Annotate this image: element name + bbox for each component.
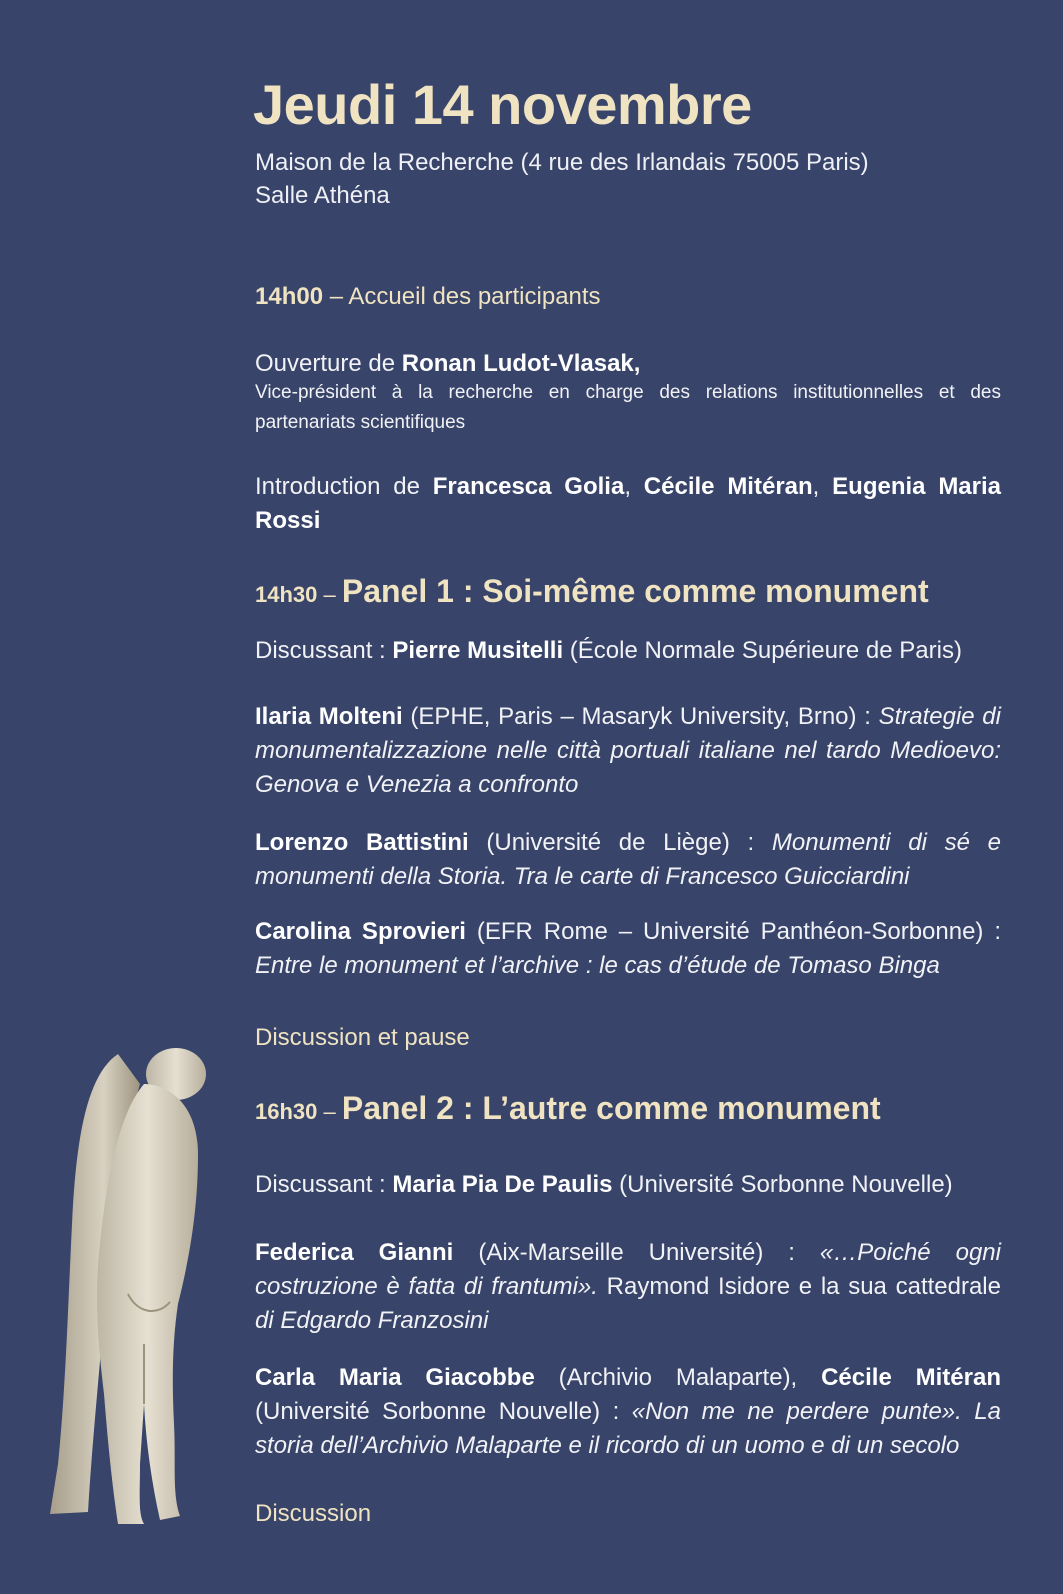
- panel2-discussant-label: Discussant :: [255, 1171, 393, 1198]
- talk-speaker-2: Cécile Mitéran: [821, 1364, 1001, 1391]
- talk-affiliation: (EFR Rome – Université Panthéon-Sorbonne) :: [465, 918, 1001, 945]
- panel2-time: 16h30: [255, 1099, 318, 1124]
- talk-title: «Non me ne perdere punte». La storia dell’Archivio Malaparte e il ricordo di un uomo e di un secolo: [255, 1398, 1001, 1459]
- talk-speaker: Carolina Sprovieri: [255, 918, 466, 945]
- panel1-discussant-affil: (École Normale Supérieure de Paris): [563, 637, 962, 664]
- panel2-dash: –: [317, 1099, 342, 1124]
- welcome-sep: –: [323, 283, 349, 310]
- venue-room: Salle Athéna: [255, 182, 390, 209]
- talk-affiliation: (EPHE, Paris – Masaryk University, Brno) :: [402, 703, 879, 730]
- intro-speaker-3: Eugenia Maria Rossi: [255, 473, 1002, 534]
- intro-sep-2: ,: [812, 473, 833, 500]
- talk-speaker: Lorenzo Battistini: [255, 829, 469, 856]
- panel1-discussant: [255, 634, 1001, 667]
- opening-role: Vice-président à la recherche en charge des relations institutionnelles et des partenariats scientifiques: [255, 382, 1001, 433]
- intro-prefix: Introduction de: [255, 473, 433, 500]
- introduction-item: [255, 470, 1001, 538]
- panel2-talk-2: [255, 1361, 1001, 1463]
- panel1-time: 14h30: [255, 582, 318, 607]
- welcome-time: 14h00: [255, 283, 324, 310]
- talk-title-tail: di Edgardo Franzosini: [255, 1307, 489, 1334]
- talk-title-italic: «…Poiché ogni costruzione è fatta di frantumi».: [255, 1239, 1001, 1300]
- panel1-talk-2: [255, 826, 1001, 894]
- panel2-discussant: [255, 1168, 1001, 1201]
- talk-affiliation-2: (Université Sorbonne Nouvelle) :: [255, 1398, 632, 1425]
- panel2-discussant-affil: (Université Sorbonne Nouvelle): [612, 1171, 953, 1198]
- panel2-discussant-name: Maria Pia De Paulis: [392, 1171, 613, 1198]
- panel2-title: Panel 2 : L’autre comme monument: [341, 1090, 881, 1126]
- intro-speaker-1: Francesca Golia: [432, 473, 625, 500]
- panel1-dash: –: [317, 582, 342, 607]
- talk-title: Monumenti di sé e monumenti della Storia. Tra le carte di Francesco Guicciardini: [255, 829, 1001, 890]
- panel1-talk-3: [255, 915, 1001, 983]
- opening-item: [255, 347, 1001, 438]
- panel2-closing: Discussion: [255, 1500, 372, 1527]
- opening-speaker: Ronan Ludot-Vlasak,: [401, 350, 641, 377]
- panel1-title: Panel 1 : Soi-même comme monument: [341, 573, 929, 609]
- panel1-discussant-name: Pierre Musitelli: [392, 637, 564, 664]
- talk-affiliation-1: (Archivio Malaparte),: [534, 1364, 822, 1391]
- opening-prefix: Ouverture de: [255, 350, 402, 377]
- statue-image: [48, 1044, 220, 1526]
- talk-title: Strategie di monumentalizzazione nelle città portuali italiane nel tardo Medioevo: Genova e Venezia a confronto: [255, 703, 1001, 798]
- page-title: Jeudi 14 novembre: [253, 73, 752, 136]
- panel1-break: Discussion et pause: [255, 1024, 470, 1051]
- intro-speaker-2: Cécile Mitéran: [643, 473, 813, 500]
- talk-speaker: Federica Gianni: [255, 1239, 454, 1266]
- talk-speaker: Ilaria Molteni: [255, 703, 403, 730]
- welcome-item: [255, 280, 1001, 313]
- talk-affiliation: (Université de Liège) :: [468, 829, 772, 856]
- talk-title: Entre le monument et l’archive : le cas d’étude de Tomaso Binga: [255, 952, 940, 979]
- venue-address: Maison de la Recherche (4 rue des Irlandais 75005 Paris): [255, 149, 869, 176]
- panel1-talk-1: [255, 700, 1001, 802]
- intro-sep-1: ,: [624, 473, 644, 500]
- talk-title-plain: Raymond Isidore e la sua cattedrale: [597, 1273, 1001, 1300]
- panel1-discussant-label: Discussant :: [255, 637, 393, 664]
- panel2-talk-1: [255, 1236, 1001, 1338]
- panel1-heading: [255, 573, 1001, 610]
- venue: [255, 146, 1001, 212]
- welcome-text: Accueil des participants: [348, 283, 601, 310]
- talk-speaker-1: Carla Maria Giacobbe: [255, 1364, 535, 1391]
- panel2-heading: [255, 1090, 1001, 1127]
- talk-affiliation: (Aix-Marseille Université) :: [453, 1239, 820, 1266]
